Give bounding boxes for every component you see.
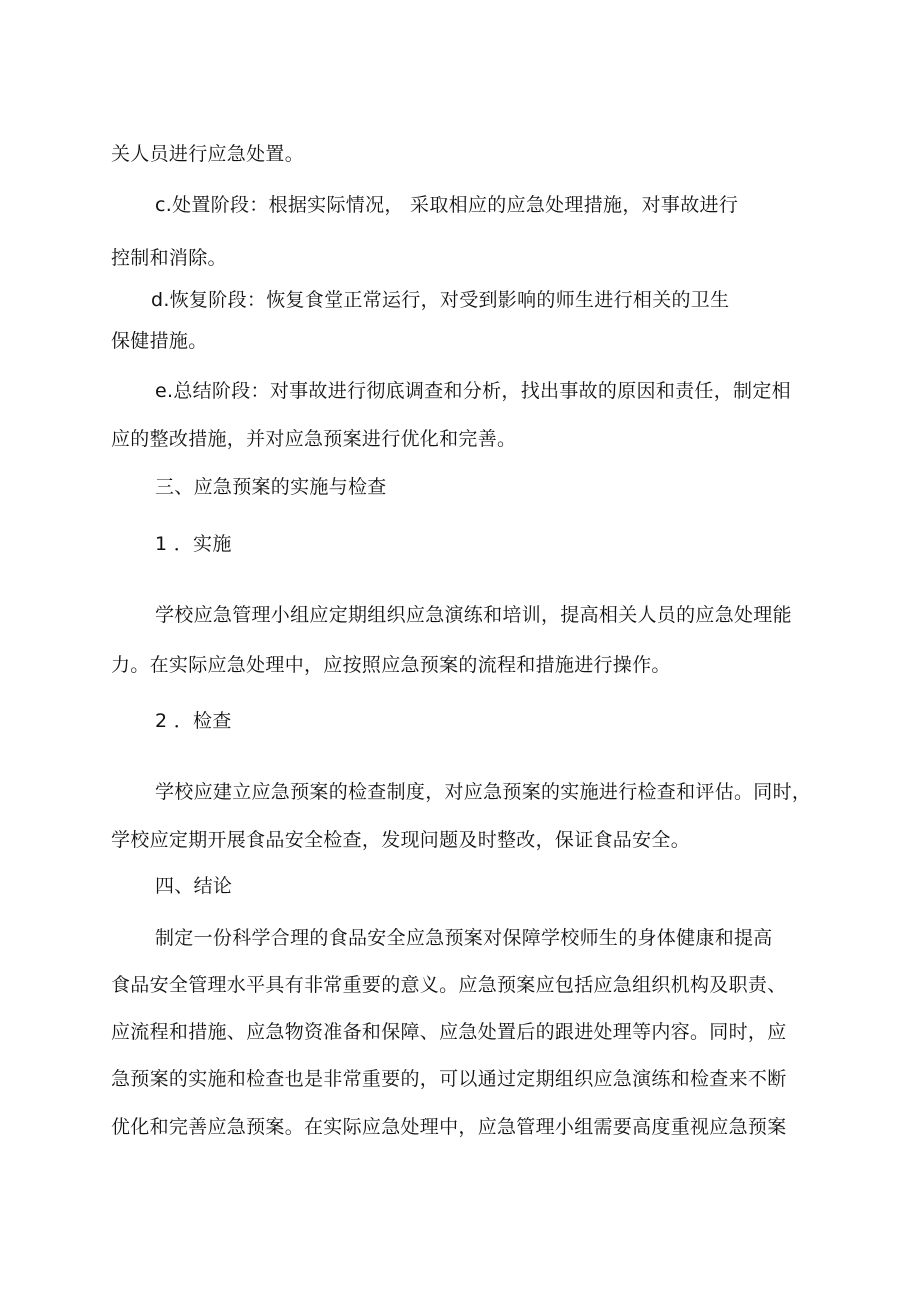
text-line: 关人员进行应急处置。	[111, 143, 305, 165]
text-line: 力。在实际应急处理中，应按照应急预案的流程和措施进行操作。	[111, 654, 671, 676]
section-heading: 三、应急预案的实施与检查	[155, 476, 387, 498]
text-line: d.恢复阶段：恢复食堂正常运行，对受到影响的师生进行相关的卫生	[151, 289, 730, 311]
text-line: 应流程和措施、应急物资准备和保障、应急处置后的跟进处理等内容。同时，应	[111, 1021, 787, 1043]
text-line: 控制和消除。	[111, 247, 227, 269]
text-line: 急预案的实施和检查也是非常重要的，可以通过定期组织应急演练和检查来不断	[111, 1068, 787, 1090]
text-line: 应的整改措施，并对应急预案进行优化和完善。	[111, 428, 517, 450]
text-line: c.处置阶段：根据实际情况， 采取相应的应急处理措施，对事故进行	[155, 194, 739, 216]
text-line: 食品安全管理水平具有非常重要的意义。应急预案应包括应急组织机构及职责、	[111, 974, 787, 996]
text-line: 学校应定期开展食品安全检查，发现问题及时整改，保证食品安全。	[111, 829, 691, 851]
text-line: e.总结阶段：对事故进行彻底调查和分析，找出事故的原因和责任，制定相	[155, 380, 791, 402]
section-heading: 四、结论	[155, 875, 233, 897]
text-line: 优化和完善应急预案。在实际应急处理中，应急管理小组需要高度重视应急预案	[111, 1116, 787, 1138]
subsection-heading: 1 ．实施	[155, 533, 232, 555]
text-line: 保健措施。	[111, 330, 208, 352]
text-line: 学校应建立应急预案的检查制度，对应急预案的实施进行检查和评估。同时，	[155, 781, 812, 803]
text-line: 制定一份科学合理的食品安全应急预案对保障学校师生的身体健康和提高	[155, 927, 773, 949]
subsection-heading: 2 ．检查	[155, 710, 232, 732]
text-line: 学校应急管理小组应定期组织应急演练和培训，提高相关人员的应急处理能	[155, 604, 792, 626]
